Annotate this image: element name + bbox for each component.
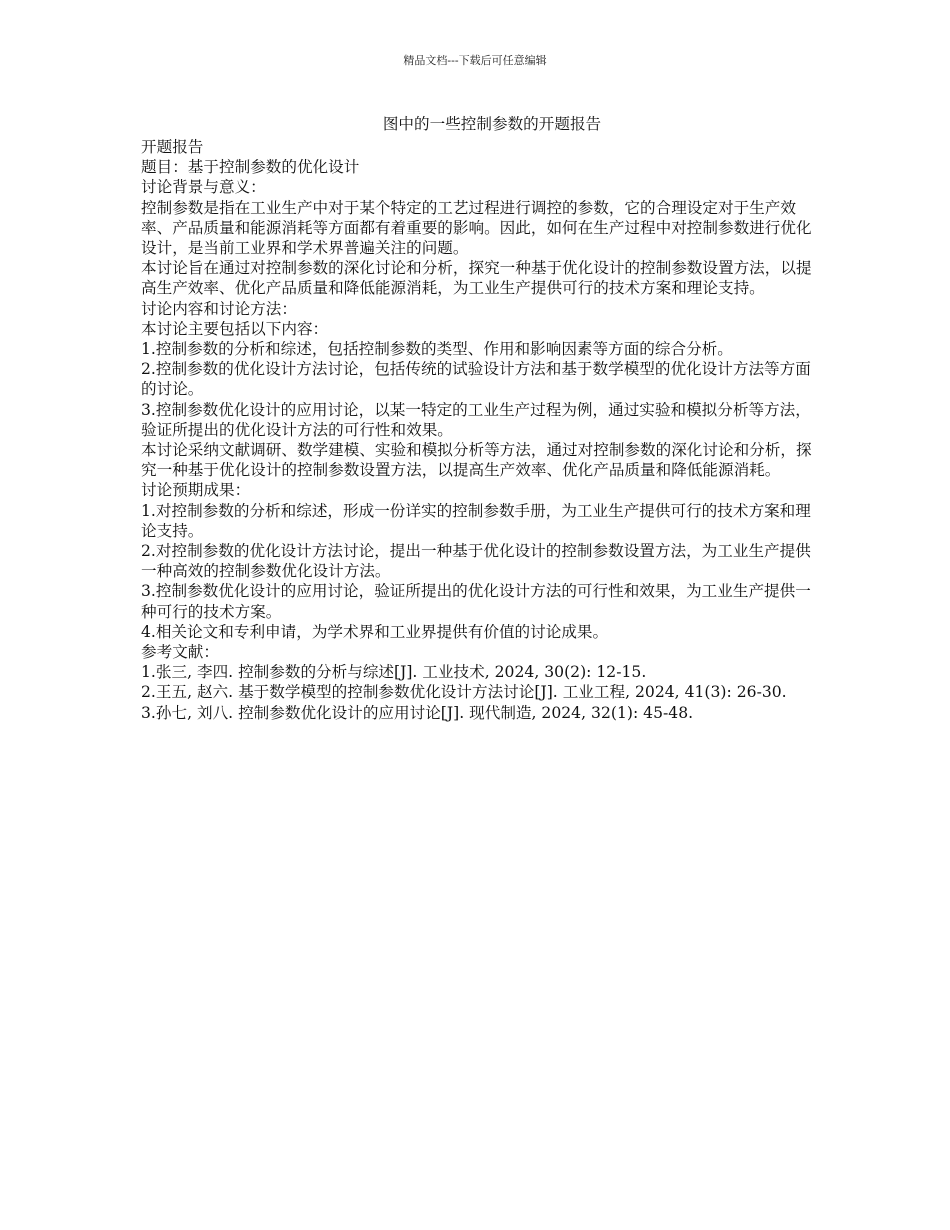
content-item-1: 1.控制参数的分析和综述，包括控制参数的类型、作用和影响因素等方面的综合分析。 [141,340,733,359]
document-body [141,114,813,723]
document-title: 图中的一些控制参数的开题报告 [382,115,602,133]
paragraph-content-intro: 本讨论主要包括以下内容： [141,319,329,338]
content-item-3: 3.控制参数优化设计的应用讨论，以某一特定的工业生产过程为例，通过实验和模拟分析等方法，验证所提出的优化设计方法的可行性和效果。 [141,400,811,439]
page-header: 精品文档---下载后可任意编辑 [403,54,547,67]
section-heading-references: 参考文献： [141,643,219,662]
reference-item-3: 3.孙七, 刘八. 控制参数优化设计的应用讨论[J]. 现代制造, 2024, 32(1): 45-48. [141,703,694,722]
reference-item-2: 2.王五, 赵六. 基于数学模型的控制参数优化设计方法讨论[J]. 工业工程, 2024, 41(3): 26-30. [141,683,787,702]
section-label-proposal: 开题报告 [141,138,204,156]
paragraph-background-1: 控制参数是指在工业生产中对于某个特定的工艺过程进行调控的参数，它的合理设定对于生产效率、产品质量和能源消耗等方面都有着重要的影响。因此，如何在生产过程中对控制参数进行优化设计，是当前工业界和学术界普遍关注的问题。 [141,198,812,258]
outcome-item-4: 4.相关论文和专利申请，为学术界和工业界提供有价值的讨论成果。 [141,622,609,641]
paragraph-method: 本讨论采纳文献调研、数学建模、实验和模拟分析等方法，通过对控制参数的深化讨论和分析，探究一种基于优化设计的控制参数设置方法，以提高生产效率、优化产品质量和降低能源消耗。 [141,441,812,480]
outcome-item-3: 3.控制参数优化设计的应用讨论，验证所提出的优化设计方法的可行性和效果，为工业生产提供一种可行的技术方案。 [141,582,811,621]
content-item-2: 2.控制参数的优化设计方法讨论，包括传统的试验设计方法和基于数学模型的优化设计方法等方面的讨论。 [141,360,811,399]
reference-item-1: 1.张三, 李四. 控制参数的分析与综述[J]. 工业技术, 2024, 30(2): 12-15. [141,663,647,682]
outcome-item-1: 1.对控制参数的分析和综述，形成一份详实的控制参数手册，为工业生产提供可行的技术方案和理论支持。 [141,501,811,540]
topic-line: 题目：基于控制参数的优化设计 [141,158,360,177]
section-heading-content-method: 讨论内容和讨论方法： [141,299,297,318]
section-heading-background: 讨论背景与意义： [141,178,266,197]
section-heading-outcomes: 讨论预期成果： [141,481,251,500]
outcome-item-2: 2.对控制参数的优化设计方法讨论，提出一种基于优化设计的控制参数设置方法，为工业生产提供一种高效的控制参数优化设计方法。 [141,542,811,581]
paragraph-background-2: 本讨论旨在通过对控制参数的深化讨论和分析，探究一种基于优化设计的控制参数设置方法，以提高生产效率、优化产品质量和降低能源消耗，为工业生产提供可行的技术方案和理论支持。 [141,259,812,298]
